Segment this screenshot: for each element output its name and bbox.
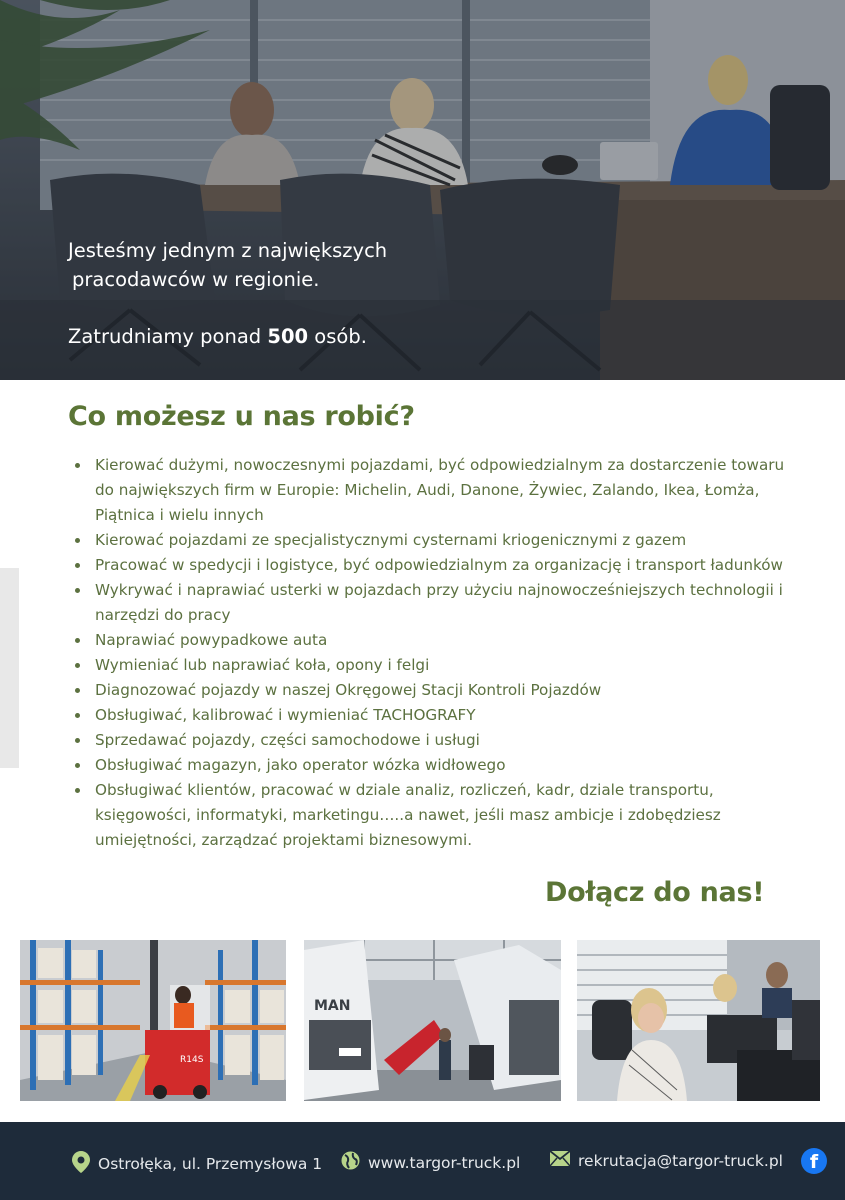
office-photo	[577, 940, 820, 1101]
list-item: Diagnozować pojazdy w naszej Okręgowej Stacji Kontroli Pojazdów	[75, 678, 785, 703]
workshop-photo	[304, 940, 561, 1101]
list-item: Wykrywać i naprawiać usterki w pojazdach przy użyciu najnowocześniejszych technologii i narzędzi do pracy	[75, 578, 785, 628]
footer	[0, 1122, 845, 1200]
list-item: Sprzedawać pojazdy, części samochodowe i usługi	[75, 728, 785, 753]
hero-line-2: pracodawców w regionie.	[72, 268, 320, 291]
website-link[interactable]: www.targor-truck.pl	[368, 1153, 521, 1172]
hero-employment	[68, 322, 387, 351]
footer-website[interactable]	[341, 1151, 520, 1174]
list-item: Obsługiwać klientów, pracować w dziale analiz, rozliczeń, kadr, dziale transportu, księgowości, informatyki, marketingu…..a nawet, jeśli masz ambicje i zdobędziesz umiejętności, zarządzać projektami biznesowymi.	[75, 778, 785, 853]
address-text: Ostrołęka, ul. Przemysłowa 1	[98, 1155, 323, 1173]
join-us-heading: Dołącz do nas!	[545, 877, 765, 908]
list-item: Obsługiwać magazyn, jako operator wózka widłowego	[75, 753, 785, 778]
footer-email[interactable]	[550, 1151, 783, 1170]
hero-text	[68, 236, 387, 351]
job-list	[75, 453, 785, 853]
employ-suffix: osób.	[308, 325, 367, 348]
employ-count: 500	[267, 325, 309, 348]
list-item: Kierować dużymi, nowoczesnymi pojazdami, być odpowiedzialnym za dostarczenie towaru do największych firm w Europie: Michelin, Audi, Danone, Żywiec, Zalando, Ikea, Łomża, Piątnica i wielu innych	[75, 453, 785, 528]
hero-line-1: Jesteśmy jednym z największych	[68, 239, 388, 262]
section-title: Co możesz u nas robić?	[68, 401, 415, 432]
email-link[interactable]: rekrutacja@targor-truck.pl	[578, 1151, 783, 1170]
footer-address	[72, 1151, 322, 1177]
list-item: Kierować pojazdami ze specjalistycznymi cysternami kriogenicznymi z gazem	[75, 528, 785, 553]
list-item: Naprawiać powypadkowe auta	[75, 628, 785, 653]
forklift-label: R14S	[180, 1055, 204, 1065]
hero-banner	[0, 0, 845, 380]
facebook-icon[interactable]: f	[801, 1148, 827, 1174]
location-pin-icon	[72, 1151, 90, 1177]
employ-prefix: Zatrudniamy ponad	[68, 325, 268, 348]
globe-icon	[341, 1151, 360, 1174]
list-item: Wymieniać lub naprawiać koła, opony i felgi	[75, 653, 785, 678]
envelope-icon	[550, 1151, 570, 1170]
truck-brand-label: MAN	[314, 998, 351, 1014]
list-item: Obsługiwać, kalibrować i wymieniać TACHOGRAFY	[75, 703, 785, 728]
side-decoration	[0, 568, 19, 768]
list-item: Pracować w spedycji i logistyce, być odpowiedzialnym za organizację i transport ładunków	[75, 553, 785, 578]
warehouse-photo	[20, 940, 286, 1101]
